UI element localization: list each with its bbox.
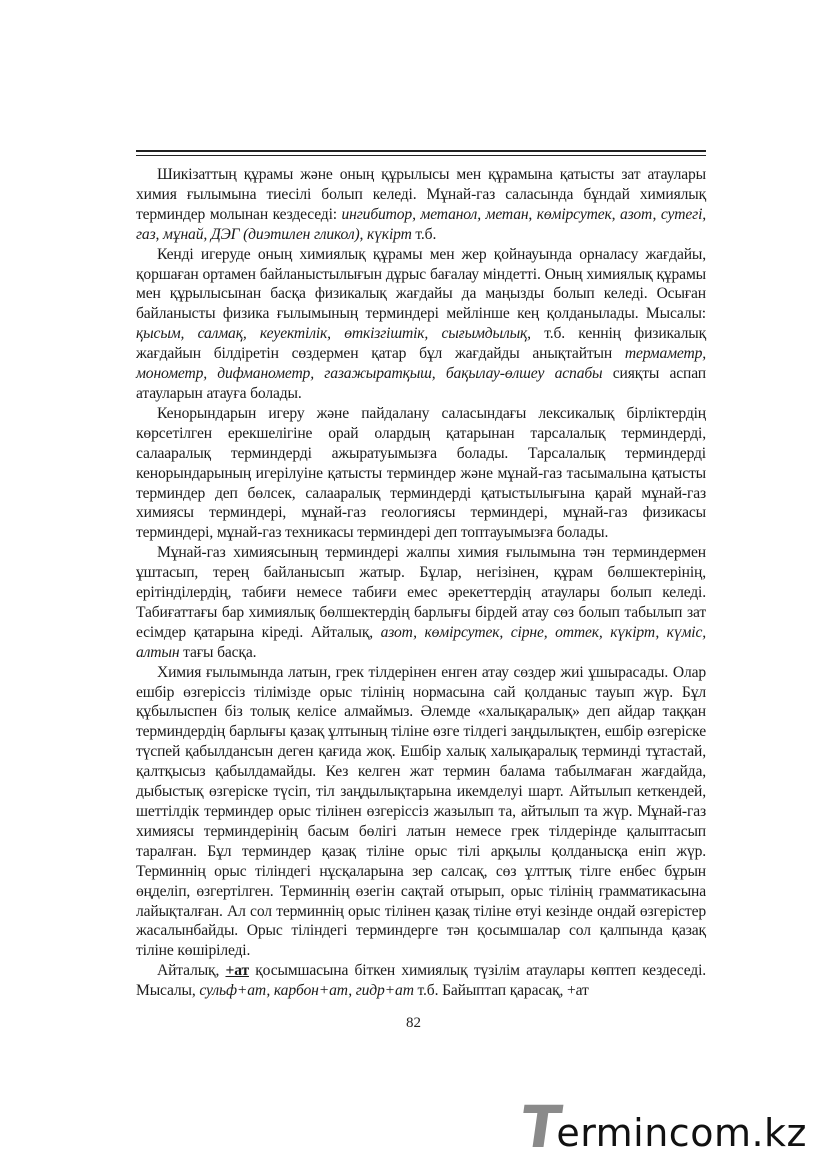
paragraph (136, 245, 706, 404)
paragraph (136, 543, 706, 662)
text-run: Айталық, (157, 962, 226, 980)
paragraph (136, 404, 706, 543)
text-run: Кенорындарын игеру және пайдалану саласындағы лексикалық бірліктердің көрсетілген ерекшелігіне орай олардың қатарынан тарсалалық терминдерді, салааралық терминдерді ажыратуымызға болады. Тарсалалық терминдерді кенорындарының игерілуіне қатысты терминдер және мұнай-газ тасымалына қатысты терминдер деп бөлсек, салааралық терминдерді қатыстылығына қарай мұнай-газ химиясы терминдері, мұнай-газ геологиясы терминдері, мұнай-газ физикасы терминдері, мұнай-газ техникасы терминдері деп топтауымызға болады. (136, 404, 706, 542)
text-run: Химия ғылымында латын, грек тілдерінен енген атау сөздер жиі ұшырасады. Олар ешбір өзгеріссіз тілімізде орыс тілінің нормасына сай қолданыс тауып жүр. Бұл құбылыспен біз толық келісе алмаймыз. Әлемде «халықаралық» деп айдар таққан терминдердің барлығы қазақ ұлтының тіліне өзге тілдегі заңдылықтен, ешбір өзгеріске түспей қабылдансын деген қағида жоқ. Ешбір халық халықаралық терминді тұтастай, қалтқысыз қабылдамайды. Кез келген жат термин балама табылмаған жағдайда, дыбыстық өзгеріске түсіп, тіл заңдылықтарына икемделуі шарт. Айтылып кеткендей, шеттілдік терминдер орыс тілінен өзгеріссіз жазылып та, айтылып та жүр. Мұнай-газ химиясы терминдерінің басым бөлігі латын немесе грек тілдерінде қалыптасып таралған. Бұл терминдер қазақ тіліне орыс тілі арқылы қолданысқа еніп жүр. Терминнің орыс тіліндегі нұсқаларына зер салсақ, сөз ұлттық тілге енбес бұрын өңделіп, өзгертілген. Терминнің өзегін сақтай отырып, орыс тілінің грамматикасына лайықталған. Ал сол терминнің орыс тілінен қазақ тіліне өтуі кезінде ондай өзгерістер жасалынбайды. Орыс тіліндегі терминдерге тән қосымшалар сол қалпында қазақ тіліне көшіріледі. (136, 663, 706, 960)
italic-terms: ингибитор, метанол, метан, көмірсутек, азот, сутегі, газ, мұнай, ДЭГ (диэтилен гликол), күкірт (136, 205, 706, 243)
header-rule (136, 150, 706, 152)
logo-text: ermincom.kz (556, 1111, 807, 1155)
paragraph (136, 165, 706, 245)
text-run: тағы басқа. (179, 643, 257, 661)
page-number: 82 (406, 1015, 421, 1031)
text-run: Мұнай-газ химиясының терминдері жалпы химия ғылымына тән терминдермен ұштасып, терең байланысып жатыр. Бұлар, негізінен, құрам бөлшектерінің, ерітінділердің, табиғи немесе табиғи емес әрекеттердің атаулары болып келеді. Табиғаттағы бар химиялық бөлшектердің барлығы бірдей атау сөз болып табылып зат есімдер қатарына кіреді. Айталық, (136, 544, 706, 641)
paragraph (136, 663, 706, 962)
logo-letter-t: T (515, 1093, 566, 1161)
italic-terms: азот, көмірсутек, сірне, оттек, күкірт, күміс, алтын (136, 623, 706, 661)
header-rule-thin (136, 155, 706, 156)
paragraph (136, 961, 706, 1001)
text-run: Шикізаттың құрамы және оның құрылысы мен құрамына қатысты зат атаулары химия ғылымына тиесілі болып келеді. Мұнай-газ саласында бұндай химиялық терминдер молынан кездеседі: (136, 166, 706, 223)
text-run: т.б. кеннің физикалық жағдайын білдіретін сөздермен қатар бұл жағдайды анықтайтын (136, 325, 706, 363)
italic-terms: қысым, салмақ, кеуектілік, өткізгіштік, сығымдылық, (136, 325, 531, 343)
italic-terms: термаметр, монометр, дифманометр, газажыратқыш, бақылау-өлшеу аспабы (136, 345, 706, 383)
text-run: т.б. (411, 225, 437, 243)
text-run: Кенді игеруде оның химиялық құрамы мен жер қойнауында орналасу жағдайы, қоршаған ортамен байланыстылығын дұрыс бағалау міндетті. Оның химиялық құрамы мен құрылысынан басқа физикалық жағдайы да маңызды болып келеді. Осыған байланысты физика ғылымының терминдері мейлінше кең қолданылады. Мысалы: (136, 245, 706, 323)
text-run: т.б. Байыптап қарасақ, +ат (413, 982, 589, 1000)
italic-terms: сульф+ат, карбон+ат, гидр+ат (199, 982, 414, 1000)
text-run: сияқты аспап атауларын атауға болады. (136, 365, 707, 402)
text-run: қосымшасына біткен химиялық түзілім атаулары көптеп кездеседі. Мысалы, (136, 962, 707, 1000)
body-text (136, 165, 706, 1001)
bold-suffix: +ат (225, 962, 249, 980)
termincom-logo (515, 1093, 807, 1161)
